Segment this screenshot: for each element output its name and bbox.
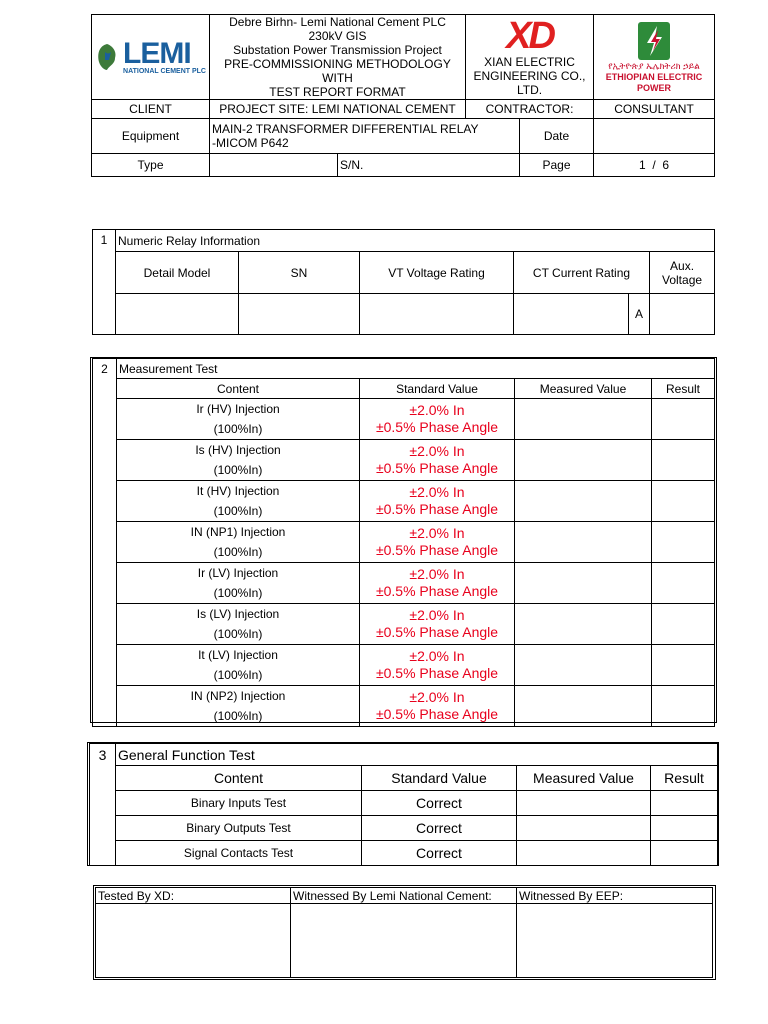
measured-value-field[interactable] [515, 440, 652, 481]
section-2-number: 2 [93, 359, 117, 727]
result-field[interactable] [651, 841, 718, 866]
sn-label: S/N. [338, 154, 520, 177]
measured-value-field[interactable] [515, 522, 652, 563]
injection-name: Ir (HV) Injection [196, 402, 280, 416]
tested-by-xd-signature-field[interactable] [96, 904, 291, 978]
project-title [210, 15, 466, 100]
std-current: ±2.0% In [409, 648, 465, 664]
content-cell: Binary Outputs Test [116, 816, 362, 841]
std-phase: ±0.5% Phase Angle [375, 665, 499, 681]
content-cell [117, 645, 360, 686]
content-cell [117, 604, 360, 645]
content-cell [117, 522, 360, 563]
table-row [93, 522, 715, 563]
std-current: ±2.0% In [409, 402, 465, 418]
measured-value-field[interactable] [515, 645, 652, 686]
title-line-2: Substation Power Transmission Project [233, 43, 442, 57]
ct-unit-label: A [629, 294, 650, 335]
measured-value-field[interactable] [515, 563, 652, 604]
injection-sub: (100%In) [213, 545, 263, 559]
standard-value-cell [360, 481, 515, 522]
table-row [93, 399, 715, 440]
column-content: Content [117, 379, 360, 399]
column-sn: SN [239, 252, 360, 294]
std-current: ±2.0% In [409, 525, 465, 541]
table-row [90, 791, 718, 816]
table-row [93, 686, 715, 727]
column-standard-value: Standard Value [362, 766, 517, 791]
lemi-logo-text: LEMI [123, 36, 191, 70]
column-ct-current-rating: CT Current Rating [514, 252, 650, 294]
column-measured-value: Measured Value [517, 766, 651, 791]
measured-value-field[interactable] [517, 816, 651, 841]
injection-name: It (HV) Injection [196, 484, 280, 498]
result-field[interactable] [651, 791, 718, 816]
column-aux-voltage: Aux. Voltage [650, 252, 715, 294]
injection-name: Is (HV) Injection [195, 443, 281, 457]
witnessed-by-eep-label: Witnessed By EEP: [517, 888, 713, 904]
injection-name: Is (LV) Injection [196, 607, 280, 621]
consultant-label: CONSULTANT [594, 100, 715, 119]
witnessed-by-eep-signature-field[interactable] [517, 904, 713, 978]
table-row [93, 440, 715, 481]
content-cell [117, 686, 360, 727]
measured-value-field[interactable] [517, 791, 651, 816]
result-field[interactable] [652, 604, 715, 645]
section-2-title: Measurement Test [117, 359, 715, 379]
witnessed-by-lemi-signature-field[interactable] [291, 904, 517, 978]
detail-model-field[interactable] [116, 294, 239, 335]
result-field[interactable] [652, 563, 715, 604]
vt-voltage-field[interactable] [360, 294, 514, 335]
header-table [91, 14, 715, 177]
lion-head-icon [95, 42, 119, 72]
standard-value-cell [360, 563, 515, 604]
type-field[interactable] [210, 154, 338, 177]
section-1-title: Numeric Relay Information [116, 230, 715, 252]
measured-value-field[interactable] [515, 399, 652, 440]
result-field[interactable] [652, 440, 715, 481]
result-field[interactable] [652, 481, 715, 522]
sn-field[interactable] [239, 294, 360, 335]
contractor-label: CONTRACTOR: [466, 100, 594, 119]
title-line-1: Debre Birhn- Lemi National Cement PLC 230kV GIS [229, 15, 446, 43]
result-field[interactable] [652, 645, 715, 686]
lemi-logo [92, 15, 210, 100]
std-current: ±2.0% In [409, 484, 465, 500]
table-row [93, 604, 715, 645]
standard-value-cell [360, 399, 515, 440]
standard-value-cell [360, 522, 515, 563]
date-field[interactable] [594, 119, 715, 154]
eep-english-name: ETHIOPIAN ELECTRIC POWER [605, 71, 703, 93]
table-row [90, 816, 718, 841]
standard-value-cell: Correct [362, 816, 517, 841]
std-phase: ±0.5% Phase Angle [375, 624, 499, 640]
xd-company-line-1: XIAN ELECTRIC [484, 55, 575, 69]
eep-amharic-name: የኢትዮጵያ ኤሌክትሪክ ኃይል [608, 60, 700, 71]
tested-by-xd-label: Tested By XD: [96, 888, 291, 904]
type-label: Type [92, 154, 210, 177]
equipment-value [210, 119, 520, 154]
result-field[interactable] [652, 522, 715, 563]
injection-sub: (100%In) [213, 463, 263, 477]
signature-table [95, 887, 713, 978]
table-row [93, 481, 715, 522]
std-current: ±2.0% In [409, 607, 465, 623]
page-label: Page [520, 154, 594, 177]
injection-name: IN (NP1) Injection [190, 525, 286, 539]
eep-lightning-logo-icon [637, 21, 671, 61]
measured-value-field[interactable] [515, 481, 652, 522]
result-field[interactable] [652, 399, 715, 440]
injection-sub: (100%In) [213, 422, 263, 436]
equipment-label: Equipment [92, 119, 210, 154]
injection-sub: (100%In) [213, 627, 263, 641]
content-cell [117, 399, 360, 440]
result-field[interactable] [651, 816, 718, 841]
measured-value-field[interactable] [515, 686, 652, 727]
column-vt-voltage-rating: VT Voltage Rating [360, 252, 514, 294]
column-content: Content [116, 766, 362, 791]
equipment-line-2: -MICOM P642 [212, 136, 289, 150]
injection-name: It (LV) Injection [198, 648, 278, 662]
injection-name: IN (NP2) Injection [190, 689, 286, 703]
page-value: 1 / 6 [594, 154, 715, 177]
content-cell [117, 563, 360, 604]
standard-value-cell [360, 604, 515, 645]
std-current: ±2.0% In [409, 443, 465, 459]
column-standard-value: Standard Value [360, 379, 515, 399]
xd-company-line-2: ENGINEERING CO., LTD. [473, 69, 586, 97]
injection-sub: (100%In) [213, 586, 263, 600]
column-result: Result [652, 379, 715, 399]
std-phase: ±0.5% Phase Angle [375, 706, 499, 722]
standard-value-cell: Correct [362, 791, 517, 816]
content-cell [117, 481, 360, 522]
title-line-4: TEST REPORT FORMAT [269, 85, 406, 99]
table-row [90, 841, 718, 866]
injection-sub: (100%In) [213, 668, 263, 682]
relay-info-table [92, 229, 715, 335]
standard-value-cell [360, 440, 515, 481]
general-function-table [89, 743, 718, 866]
content-cell [117, 440, 360, 481]
table-row [93, 645, 715, 686]
aux-voltage-field[interactable] [650, 294, 715, 335]
std-phase: ±0.5% Phase Angle [375, 583, 499, 599]
std-phase: ±0.5% Phase Angle [375, 501, 499, 517]
standard-value-cell [360, 645, 515, 686]
injection-name: Ir (LV) Injection [197, 566, 279, 580]
title-line-3: PRE-COMMISSIONING METHODOLOGY WITH [224, 57, 451, 85]
content-cell: Signal Contacts Test [116, 841, 362, 866]
standard-value-cell [360, 686, 515, 727]
measured-value-field[interactable] [517, 841, 651, 866]
project-site-label: PROJECT SITE: LEMI NATIONAL CEMENT [210, 100, 466, 119]
result-field[interactable] [652, 686, 715, 727]
measured-value-field[interactable] [515, 604, 652, 645]
equipment-line-1: MAIN-2 TRANSFORMER DIFFERENTIAL RELAY [212, 122, 479, 136]
date-label: Date [520, 119, 594, 154]
table-row [93, 563, 715, 604]
ct-current-field[interactable] [514, 294, 629, 335]
injection-sub: (100%In) [213, 504, 263, 518]
witnessed-by-lemi-label: Witnessed By Lemi National Cement: [291, 888, 517, 904]
standard-value-cell: Correct [362, 841, 517, 866]
std-phase: ±0.5% Phase Angle [375, 419, 499, 435]
client-label: CLIENT [92, 100, 210, 119]
std-current: ±2.0% In [409, 566, 465, 582]
column-measured-value: Measured Value [515, 379, 652, 399]
column-result: Result [651, 766, 718, 791]
std-phase: ±0.5% Phase Angle [375, 542, 499, 558]
measurement-test-table [92, 358, 715, 727]
content-cell: Binary Inputs Test [116, 791, 362, 816]
section-1-number: 1 [93, 230, 116, 335]
eep-logo [594, 15, 715, 100]
std-phase: ±0.5% Phase Angle [375, 460, 499, 476]
xd-logo: XD [506, 15, 553, 57]
section-3-number: 3 [90, 744, 116, 866]
section-3-title: General Function Test [116, 744, 718, 766]
lemi-logo-subtitle: NATIONAL CEMENT PLC [123, 67, 206, 75]
column-detail-model: Detail Model [116, 252, 239, 294]
std-current: ±2.0% In [409, 689, 465, 705]
xd-logo-cell [466, 15, 594, 100]
injection-sub: (100%In) [213, 709, 263, 723]
